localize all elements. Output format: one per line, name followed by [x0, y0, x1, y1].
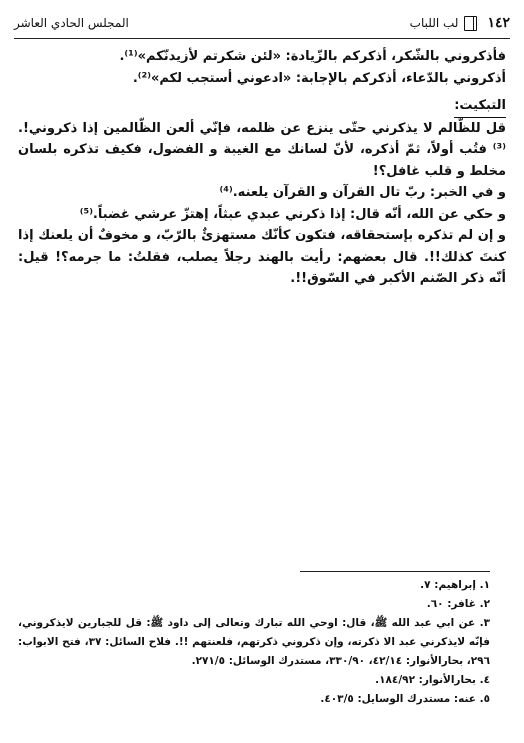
book-icon — [464, 16, 477, 31]
paragraph-oppressor: قل للظّالم لا يذكرني حتّى ينزع عن ظلمه، فإنّي ألعن الظّالمين إذا ذكروني!.⁽³⁾ فتُب أولاً، ثمّ أذكره، لأنّ لسانك مع الغيبة و الفضول، فكيف تذكره بلسان مخلط و قلب غافل؟! — [18, 120, 506, 179]
footnote-4: ٤. بحارالأنوار: ١٨٤/٩٢. — [375, 674, 490, 686]
footnote-1: ١. إبراهيم: ٧. — [420, 579, 490, 591]
session-title: المجلس الحادي العاشر — [14, 16, 129, 30]
footnote-5: ٥. عنه: مستدرك الوسايل: ٤٠٣/٥. — [320, 693, 490, 705]
book-title-group — [410, 16, 478, 31]
footnote-divider — [300, 571, 490, 572]
footnote-3: ٣. عن ابي عبد الله ﷺ، قال: اوحي الله تبارك وتعالى إلى داود ﷺ: قل للجبارين لايذكروني، فإنّه لايذكرني عبد الا ذكرته، وإن ذكروني ذكرتهم، فلعنتهم !!. فلاح السائل: ٣٧، فتح الابواب: ٢٩٦، بحارالأنوار: ٤٢/١٤، ٣٣٠/٩٠، مستدرك الوسائل: ٢٧١/٥. — [18, 617, 490, 667]
paragraph-story: و إن لم تذكره بإستحقاقه، فتكون كأنّك مستهزئٌ بالرّبّ، و مخوفٌ أن يلعنك إذا كنتَ كذلك!!. قال بعضهم: رأيت بالهند رجلاً يصلب، فقلتُ: ما جرمه؟! قيل: أنّه ذكر الصّنم الأكبر في السّوق!!. — [18, 228, 506, 286]
paragraph-throne: و حكي عن الله، أنّه قال: إذا ذكرني عبدي عبثاً، إهتزّ عرشي غضباً.⁽⁵⁾ — [79, 206, 506, 222]
text-line-remembrance-thanks: فأذكروني بالشّكر، أذكركم بالزّيادة: «لئن شكرتم لأزيدنّكم»⁽¹⁾. — [119, 49, 506, 64]
footnotes — [18, 576, 490, 709]
book-title: لب اللباب — [409, 16, 459, 30]
footnote-2: ٢. غافر: ٦٠. — [426, 598, 490, 610]
paragraph-hadith-quran: و في الخبر: ربّ تال القرآن و القرآن يلعنه.⁽⁴⁾ — [219, 185, 506, 200]
page-number: ١٤٢ — [487, 15, 510, 31]
text-line-remembrance-supplication: أذكروني بالدّعاء، أذكركم بالإجابة: «ادعوني أستجب لكم»⁽²⁾. — [132, 70, 506, 86]
page-header — [14, 8, 510, 39]
main-text — [18, 46, 506, 290]
section-heading: التبكيت: — [454, 95, 506, 118]
header-right — [410, 15, 510, 31]
